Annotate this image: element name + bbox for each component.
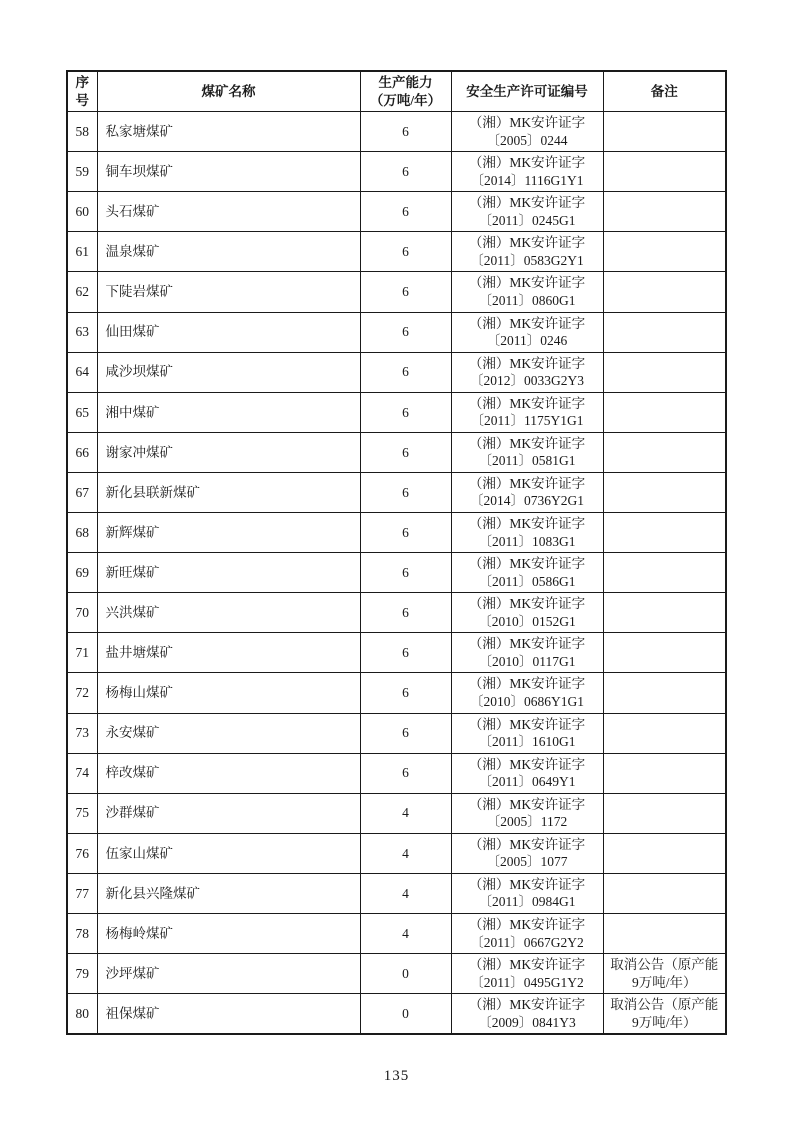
- table-row: [67, 913, 726, 953]
- cell-serial: 78: [67, 913, 97, 953]
- cell-remark: [603, 352, 726, 392]
- header-row: [67, 71, 726, 112]
- cell-serial: 77: [67, 873, 97, 913]
- header-serial: 序号: [67, 71, 97, 112]
- cell-license: （湘）MK安许证字〔2011〕0583G2Y1: [451, 232, 603, 272]
- cell-license: （湘）MK安许证字〔2005〕0244: [451, 112, 603, 152]
- cell-serial: 65: [67, 392, 97, 432]
- table-row: [67, 513, 726, 553]
- cell-remark: [603, 432, 726, 472]
- cell-license: （湘）MK安许证字〔2011〕0860G1: [451, 272, 603, 312]
- cell-capacity: 6: [360, 513, 451, 553]
- cell-mine-name: 新化县联新煤矿: [97, 472, 360, 512]
- cell-capacity: 6: [360, 232, 451, 272]
- cell-mine-name: 永安煤矿: [97, 713, 360, 753]
- cell-capacity: 6: [360, 152, 451, 192]
- header-capacity-line2: （万吨/年）: [369, 92, 442, 108]
- cell-mine-name: 咸沙坝煤矿: [97, 352, 360, 392]
- cell-capacity: 6: [360, 352, 451, 392]
- cell-remark: [603, 152, 726, 192]
- cell-capacity: 6: [360, 472, 451, 512]
- table-row: [67, 392, 726, 432]
- cell-mine-name: 谢家冲煤矿: [97, 432, 360, 472]
- cell-license: （湘）MK安许证字〔2011〕0649Y1: [451, 753, 603, 793]
- cell-license: （湘）MK安许证字〔2011〕1610G1: [451, 713, 603, 753]
- cell-remark: [603, 232, 726, 272]
- cell-remark: [603, 793, 726, 833]
- cell-license: （湘）MK安许证字〔2014〕0736Y2G1: [451, 472, 603, 512]
- cell-serial: 69: [67, 553, 97, 593]
- cell-mine-name: 盐井塘煤矿: [97, 633, 360, 673]
- cell-remark: [603, 392, 726, 432]
- cell-mine-name: 湘中煤矿: [97, 392, 360, 432]
- header-remark: 备注: [603, 71, 726, 112]
- cell-remark: [603, 753, 726, 793]
- cell-license: （湘）MK安许证字〔2011〕0245G1: [451, 192, 603, 232]
- cell-serial: 73: [67, 713, 97, 753]
- cell-capacity: 6: [360, 272, 451, 312]
- cell-mine-name: 下陡岩煤矿: [97, 272, 360, 312]
- table-row: [67, 994, 726, 1035]
- cell-mine-name: 新辉煤矿: [97, 513, 360, 553]
- cell-capacity: 6: [360, 112, 451, 152]
- cell-remark: [603, 593, 726, 633]
- table-row: [67, 112, 726, 152]
- cell-mine-name: 沙群煤矿: [97, 793, 360, 833]
- cell-serial: 67: [67, 472, 97, 512]
- cell-capacity: 4: [360, 793, 451, 833]
- cell-mine-name: 头石煤矿: [97, 192, 360, 232]
- cell-license: （湘）MK安许证字〔2009〕0841Y3: [451, 994, 603, 1035]
- cell-mine-name: 祖保煤矿: [97, 994, 360, 1035]
- cell-license: （湘）MK安许证字〔2011〕0667G2Y2: [451, 913, 603, 953]
- cell-mine-name: 温泉煤矿: [97, 232, 360, 272]
- cell-serial: 62: [67, 272, 97, 312]
- table-row: [67, 352, 726, 392]
- header-license: 安全生产许可证编号: [451, 71, 603, 112]
- cell-serial: 64: [67, 352, 97, 392]
- cell-capacity: 4: [360, 873, 451, 913]
- cell-serial: 58: [67, 112, 97, 152]
- cell-license: （湘）MK安许证字〔2014〕1116G1Y1: [451, 152, 603, 192]
- table-row: [67, 272, 726, 312]
- page-number: 135: [383, 1068, 410, 1084]
- cell-remark: [603, 272, 726, 312]
- cell-remark: [603, 713, 726, 753]
- cell-remark: [603, 673, 726, 713]
- cell-remark: [603, 553, 726, 593]
- cell-remark: [603, 513, 726, 553]
- cell-mine-name: 新旺煤矿: [97, 553, 360, 593]
- cell-remark: [603, 192, 726, 232]
- cell-serial: 70: [67, 593, 97, 633]
- cell-serial: 74: [67, 753, 97, 793]
- cell-capacity: 6: [360, 392, 451, 432]
- cell-capacity: 6: [360, 593, 451, 633]
- cell-mine-name: 伍家山煤矿: [97, 833, 360, 873]
- table-row: [67, 753, 726, 793]
- cell-capacity: 6: [360, 432, 451, 472]
- cell-serial: 63: [67, 312, 97, 352]
- cell-license: （湘）MK安许证字〔2005〕1077: [451, 833, 603, 873]
- cell-license: （湘）MK安许证字〔2011〕0581G1: [451, 432, 603, 472]
- cell-serial: 72: [67, 673, 97, 713]
- cell-mine-name: 杨梅山煤矿: [97, 673, 360, 713]
- cell-license: （湘）MK安许证字〔2012〕0033G2Y3: [451, 352, 603, 392]
- cell-capacity: 0: [360, 954, 451, 994]
- cell-mine-name: 铜车坝煤矿: [97, 152, 360, 192]
- cell-capacity: 6: [360, 553, 451, 593]
- table-row: [67, 633, 726, 673]
- cell-capacity: 4: [360, 913, 451, 953]
- cell-license: （湘）MK安许证字〔2010〕0686Y1G1: [451, 673, 603, 713]
- cell-serial: 66: [67, 432, 97, 472]
- cell-serial: 76: [67, 833, 97, 873]
- table-row: [67, 432, 726, 472]
- table-row: [67, 793, 726, 833]
- cell-license: （湘）MK安许证字〔2011〕1083G1: [451, 513, 603, 553]
- cell-serial: 75: [67, 793, 97, 833]
- cell-remark: [603, 833, 726, 873]
- table-row: [67, 312, 726, 352]
- table-row: [67, 833, 726, 873]
- cell-mine-name: 新化县兴隆煤矿: [97, 873, 360, 913]
- cell-license: （湘）MK安许证字〔2011〕0246: [451, 312, 603, 352]
- cell-remark: [603, 112, 726, 152]
- cell-remark: [603, 472, 726, 512]
- cell-remark: 取消公告（原产能9万吨/年）: [603, 994, 726, 1035]
- cell-remark: [603, 312, 726, 352]
- cell-capacity: 6: [360, 673, 451, 713]
- cell-license: （湘）MK安许证字〔2011〕0586G1: [451, 553, 603, 593]
- cell-license: （湘）MK安许证字〔2011〕1175Y1G1: [451, 392, 603, 432]
- cell-mine-name: 杨梅岭煤矿: [97, 913, 360, 953]
- table-row: [67, 553, 726, 593]
- cell-license: （湘）MK安许证字〔2011〕0984G1: [451, 873, 603, 913]
- cell-license: （湘）MK安许证字〔2011〕0495G1Y2: [451, 954, 603, 994]
- cell-license: （湘）MK安许证字〔2010〕0117G1: [451, 633, 603, 673]
- cell-serial: 71: [67, 633, 97, 673]
- table-row: [67, 232, 726, 272]
- table-row: [67, 192, 726, 232]
- cell-remark: [603, 913, 726, 953]
- cell-capacity: 6: [360, 192, 451, 232]
- cell-mine-name: 私家塘煤矿: [97, 112, 360, 152]
- header-capacity-line1: 生产能力: [378, 75, 433, 90]
- header-capacity: [360, 71, 451, 112]
- table-row: [67, 593, 726, 633]
- coal-mine-table: [66, 70, 727, 1035]
- cell-remark: 取消公告（原产能9万吨/年）: [603, 954, 726, 994]
- cell-remark: [603, 873, 726, 913]
- cell-serial: 60: [67, 192, 97, 232]
- cell-capacity: 4: [360, 833, 451, 873]
- cell-serial: 79: [67, 954, 97, 994]
- cell-capacity: 6: [360, 713, 451, 753]
- cell-capacity: 6: [360, 633, 451, 673]
- cell-mine-name: 仙田煤矿: [97, 312, 360, 352]
- cell-mine-name: 沙坪煤矿: [97, 954, 360, 994]
- table-row: [67, 673, 726, 713]
- table-row: [67, 152, 726, 192]
- cell-capacity: 6: [360, 753, 451, 793]
- table-row: [67, 472, 726, 512]
- cell-mine-name: 兴洪煤矿: [97, 593, 360, 633]
- cell-license: （湘）MK安许证字〔2010〕0152G1: [451, 593, 603, 633]
- table-row: [67, 713, 726, 753]
- table-body: [67, 112, 726, 1035]
- header-mine-name: 煤矿名称: [97, 71, 360, 112]
- cell-mine-name: 梓改煤矿: [97, 753, 360, 793]
- table-row: [67, 954, 726, 994]
- cell-remark: [603, 633, 726, 673]
- cell-serial: 59: [67, 152, 97, 192]
- cell-license: （湘）MK安许证字〔2005〕1172: [451, 793, 603, 833]
- cell-serial: 80: [67, 994, 97, 1035]
- cell-capacity: 0: [360, 994, 451, 1035]
- table-row: [67, 873, 726, 913]
- cell-serial: 61: [67, 232, 97, 272]
- cell-capacity: 6: [360, 312, 451, 352]
- cell-serial: 68: [67, 513, 97, 553]
